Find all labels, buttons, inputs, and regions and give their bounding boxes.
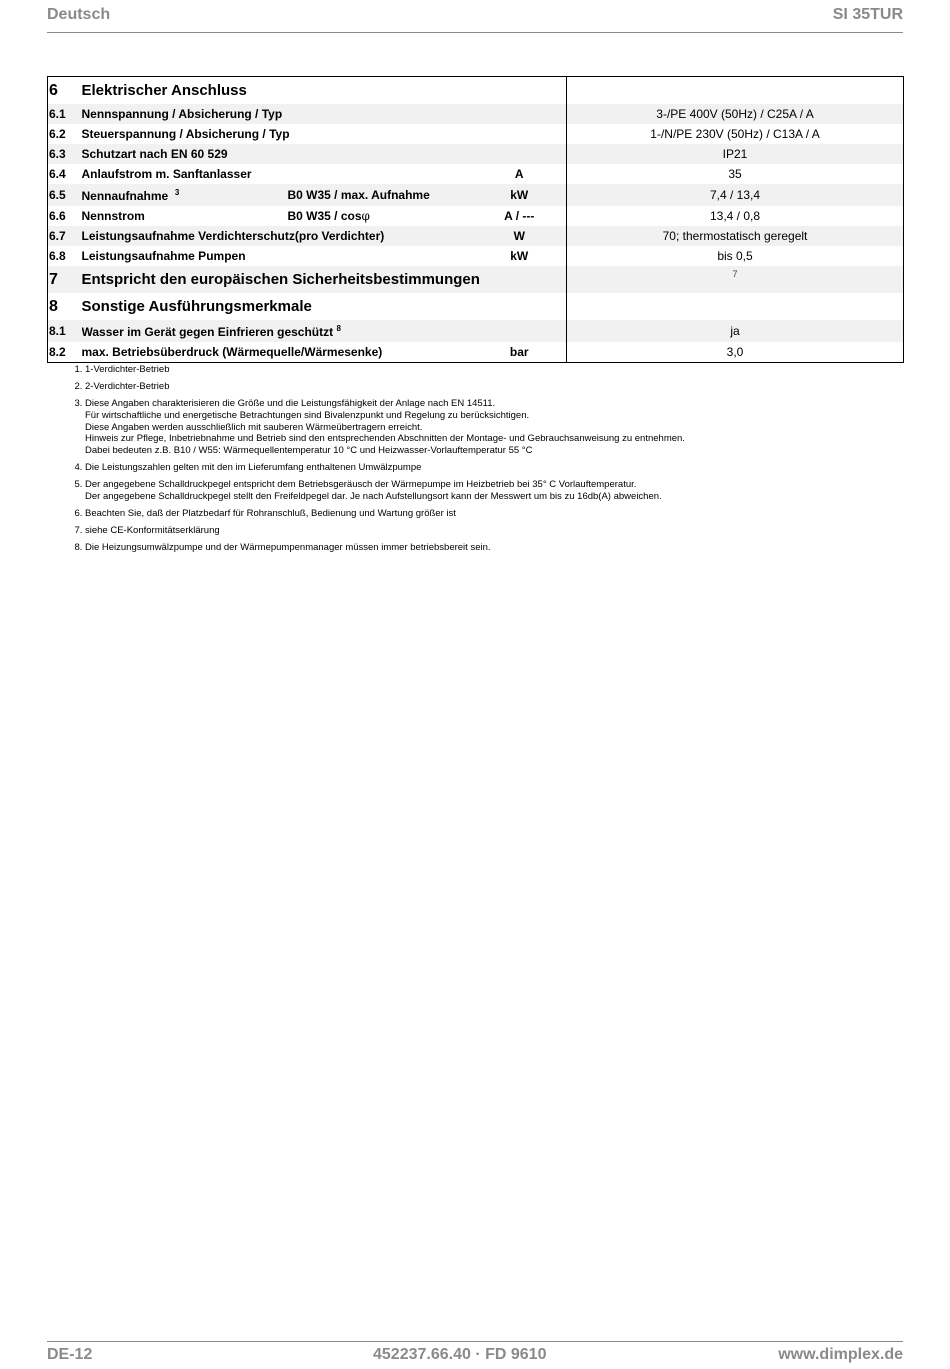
header-rule (47, 32, 903, 33)
table-row (48, 164, 904, 184)
row-value: 1-/N/PE 230V (50Hz) / C13A / A (567, 124, 904, 144)
row-value: 70; thermostatisch geregelt (567, 226, 904, 246)
table-row (48, 144, 904, 164)
row-unit: kW (510, 249, 529, 263)
footer-doc-number: 452237.66.40 · FD 9610 (373, 1346, 547, 1363)
section-7-row (48, 266, 904, 293)
footnote-text: Hinweis zur Pflege, Inbetriebnahme und Betrieb sind den entsprechenden Abschnitten der Montage- und Gebrauchsanweisung zu entnehmen. (85, 433, 685, 445)
footnote-item (85, 542, 915, 554)
footnote-text: Der angegebene Schalldruckpegel stellt den Freifeldpegel dar. Je nach Aufstellungsort kann der Messwert um bis zu 16db(A) abweichen. (85, 490, 662, 502)
row-number: 6.3 (48, 144, 82, 164)
footer-website[interactable]: www.dimplex.de (778, 1346, 903, 1363)
footnote-item (85, 381, 915, 393)
section-title: Elektrischer Anschluss (81, 82, 247, 99)
row-value: ja (567, 320, 904, 342)
row-number: 6.2 (49, 127, 66, 141)
row-value: 3,0 (567, 342, 904, 363)
footnote-text: 1. 1-Verdichter-Betrieb (85, 364, 170, 375)
footer-rule (47, 1341, 903, 1342)
table-row (48, 246, 904, 266)
row-condition: B0 W35 / cos (287, 209, 362, 223)
section-value (567, 293, 904, 320)
row-label: Nennstrom (81, 209, 145, 223)
section-8-row (48, 293, 904, 320)
row-unit: A / --- (504, 209, 535, 223)
footnote-item (85, 525, 915, 537)
table-row (48, 226, 904, 246)
footnotes-list (70, 364, 915, 559)
footnote-text: 2. 2-Verdichter-Betrieb (85, 381, 170, 393)
footnote-text: 6. Beachten Sie, daß der Platzbedarf für Rohranschluß, Bedienung und Wartung größer ist (85, 507, 456, 519)
table-row (48, 184, 904, 206)
row-number: 6.4 (49, 167, 66, 181)
row-label: Anlaufstrom m. Sanftanlasser (81, 167, 252, 181)
spec-table (47, 76, 904, 363)
row-unit: bar (509, 345, 529, 359)
row-number: 6.1 (48, 104, 82, 124)
row-condition: B0 W35 / max. Aufnahme (288, 184, 473, 206)
section-6-row (48, 77, 904, 105)
row-unit: A (514, 167, 524, 181)
row-value: 3-/PE 400V (50Hz) / C25A / A (567, 104, 904, 124)
table-row (48, 342, 904, 363)
row-value: IP21 (567, 144, 904, 164)
row-number: 8.1 (48, 320, 82, 342)
row-label: Leistungsaufnahme Verdichterschutz(pro Verdichter) (82, 226, 473, 246)
row-number: 6.8 (49, 249, 66, 263)
header-model: SI 35TUR (832, 6, 903, 23)
table-row (48, 104, 904, 124)
footnote-text: Dabei bedeuten z.B. B10 / W55: Wärmequellentemperatur 10 °C und Heizwasser-Vorlauftemperatur 55 °C (85, 444, 533, 456)
row-number: 6.5 (48, 184, 82, 206)
footnote-ref: 3 (174, 187, 180, 197)
footnote-text: Diese Angaben werden ausschließlich mit sauberen Wärmeübertragern erreicht. (85, 421, 423, 433)
section-number: 8 (49, 297, 58, 315)
row-value: bis 0,5 (567, 246, 904, 266)
footnote-text: 8. Die Heizungsumwälzpumpe und der Wärmepumpenmanager müssen immer betriebsbereit sein. (85, 542, 491, 554)
footnote-item (85, 398, 915, 456)
row-label: Steuerspannung / Absicherung / Typ (81, 127, 290, 141)
row-number: 6.6 (49, 209, 66, 223)
row-unit: kW (473, 184, 567, 206)
row-label: Wasser im Gerät gegen Einfrieren geschützt (81, 324, 334, 339)
row-number: 6.7 (48, 226, 82, 246)
footnote-ref: 8 (336, 323, 341, 333)
phi-symbol: φ (361, 209, 370, 223)
header-language: Deutsch (47, 6, 111, 23)
footnote-text: 3. Diese Angaben charakterisieren die Größe und die Leistungsfähigkeit der Anlage nach EN 14511. (85, 398, 496, 410)
footnote-item (85, 364, 915, 376)
row-label: Nennspannung / Absicherung / Typ (82, 104, 567, 124)
footnote-item (85, 462, 915, 474)
section-value: 7 (567, 266, 904, 293)
section-title: Sonstige Ausführungsmerkmale (81, 298, 312, 315)
row-unit: W (473, 226, 567, 246)
footnote-text: 5. Der angegebene Schalldruckpegel entspricht dem Betriebsgeräusch der Wärmepumpe im Heizbetrieb bei 35° C Vorlauftemperatur. (85, 479, 637, 491)
section-value (567, 77, 904, 105)
row-value: 35 (567, 164, 904, 184)
section-number: 7 (48, 266, 82, 293)
row-label: Leistungsaufnahme Pumpen (81, 249, 246, 263)
table-row (48, 320, 904, 342)
row-label: Schutzart nach EN 60 529 (82, 144, 567, 164)
footnote-text: Für wirtschaftliche und energetische Betrachtungen sind Bivalenzpunkt und Regelung zu berücksichtigen. (85, 409, 530, 421)
section-title: Entspricht den europäischen Sicherheitsbestimmungen (82, 266, 567, 293)
footer-page-number: DE-12 (47, 1346, 93, 1363)
footnote-text: 7. siehe CE-Konformitätserklärung (85, 525, 220, 537)
row-label: Nennaufnahme (81, 188, 169, 203)
row-label-cell (82, 184, 288, 206)
table-row (48, 124, 904, 144)
row-label-cell (82, 320, 567, 342)
table-row (48, 206, 904, 226)
footnote-item (85, 508, 915, 520)
row-condition-cell (288, 206, 473, 226)
row-label: max. Betriebsüberdruck (Wärmequelle/Wärmesenke) (81, 345, 383, 359)
row-number: 8.2 (49, 345, 66, 359)
row-value: 7,4 / 13,4 (567, 184, 904, 206)
section-number: 6 (49, 81, 58, 99)
row-value: 13,4 / 0,8 (567, 206, 904, 226)
footnote-item (85, 479, 915, 502)
footnote-text: 4. Die Leistungszahlen gelten mit den im Lieferumfang enthaltenen Umwälzpumpe (85, 461, 422, 473)
